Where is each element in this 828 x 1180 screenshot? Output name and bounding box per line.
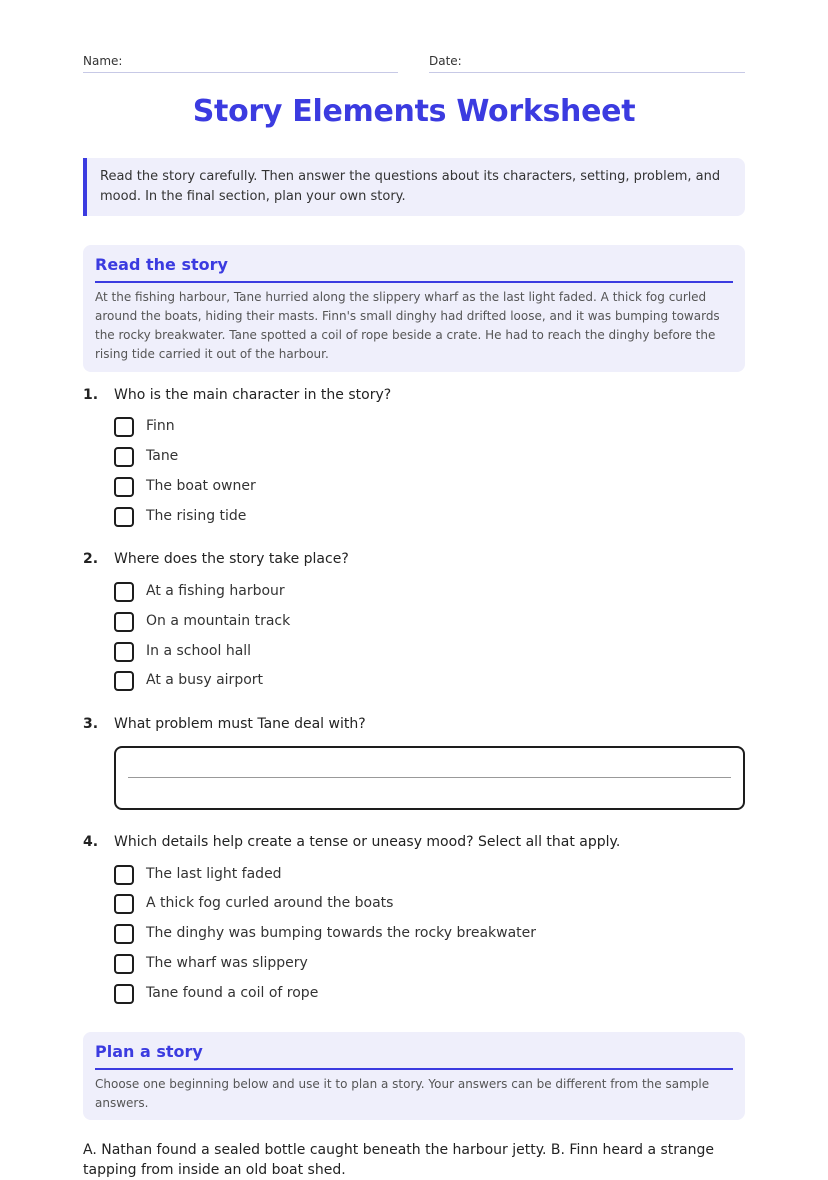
question-number: 4. bbox=[83, 834, 99, 850]
question-text: Where does the story take place? bbox=[114, 551, 349, 567]
option-label: Finn bbox=[146, 418, 175, 434]
option-label: The boat owner bbox=[146, 478, 256, 494]
name-field[interactable] bbox=[83, 52, 398, 73]
story-text: At the fishing harbour, Tane hurried along the slippery wharf as the last light faded. A thick fog curled around the boats, hiding their masts. Finn's small dinghy had drifted loose, and it was bumping towards the rocky breakwater. Tane spotted a coil of rope beside a crate. He had to reach the dinghy before the rising tide carried it out of the harbour. bbox=[95, 290, 720, 361]
option-label: At a busy airport bbox=[146, 672, 264, 688]
option-label: A thick fog curled around the boats bbox=[146, 895, 394, 911]
option-label: At a fishing harbour bbox=[146, 583, 285, 599]
plan-panel bbox=[83, 1032, 745, 1120]
checkbox[interactable] bbox=[114, 671, 134, 691]
option-label: The wharf was slippery bbox=[146, 955, 308, 971]
question-text: What problem must Tane deal with? bbox=[114, 716, 366, 732]
plan-text: Choose one beginning below and use it to plan a story. Your answers can be different from the sample answers. bbox=[95, 1077, 710, 1110]
checkbox[interactable] bbox=[114, 477, 134, 497]
name-date-row bbox=[83, 52, 745, 74]
page-title: Story Elements Worksheet bbox=[192, 94, 636, 129]
option-label: Tane found a coil of rope bbox=[146, 985, 319, 1001]
question-number: 1. bbox=[83, 387, 99, 403]
checkbox[interactable] bbox=[114, 954, 134, 974]
story-beginnings: A. Nathan found a sealed bottle caught beneath the harbour jetty. B. Finn heard a strange tapping from inside an old boat shed. bbox=[83, 1142, 714, 1178]
option-label: Tane bbox=[146, 448, 179, 464]
answer-input[interactable] bbox=[114, 746, 745, 810]
date-label: Date: bbox=[429, 54, 462, 68]
answer-line bbox=[128, 777, 731, 778]
checkbox[interactable] bbox=[114, 582, 134, 602]
checkbox[interactable] bbox=[114, 612, 134, 632]
option-label: The rising tide bbox=[146, 508, 247, 524]
checkbox[interactable] bbox=[114, 865, 134, 885]
story-heading: Read the story bbox=[95, 255, 733, 283]
question-text: Who is the main character in the story? bbox=[114, 387, 392, 403]
instructions-box: Read the story carefully. Then answer the questions about its characters, setting, problem, and mood. In the final section, plan your own story. bbox=[83, 158, 745, 216]
plan-heading: Plan a story bbox=[95, 1042, 733, 1070]
checkbox[interactable] bbox=[114, 642, 134, 662]
checkbox[interactable] bbox=[114, 507, 134, 527]
checkbox[interactable] bbox=[114, 417, 134, 437]
story-panel bbox=[83, 245, 745, 372]
option-label: The dinghy was bumping towards the rocky breakwater bbox=[146, 925, 537, 941]
checkbox[interactable] bbox=[114, 894, 134, 914]
checkbox[interactable] bbox=[114, 447, 134, 467]
option-label: In a school hall bbox=[146, 643, 252, 659]
option-label: On a mountain track bbox=[146, 613, 291, 629]
checkbox[interactable] bbox=[114, 924, 134, 944]
option-label: The last light faded bbox=[146, 866, 282, 882]
question-text: Which details help create a tense or uneasy mood? Select all that apply. bbox=[114, 834, 621, 850]
date-field[interactable] bbox=[429, 52, 745, 73]
name-label: Name: bbox=[83, 54, 123, 68]
checkbox[interactable] bbox=[114, 984, 134, 1004]
question-number: 2. bbox=[83, 551, 99, 567]
question-number: 3. bbox=[83, 716, 99, 732]
